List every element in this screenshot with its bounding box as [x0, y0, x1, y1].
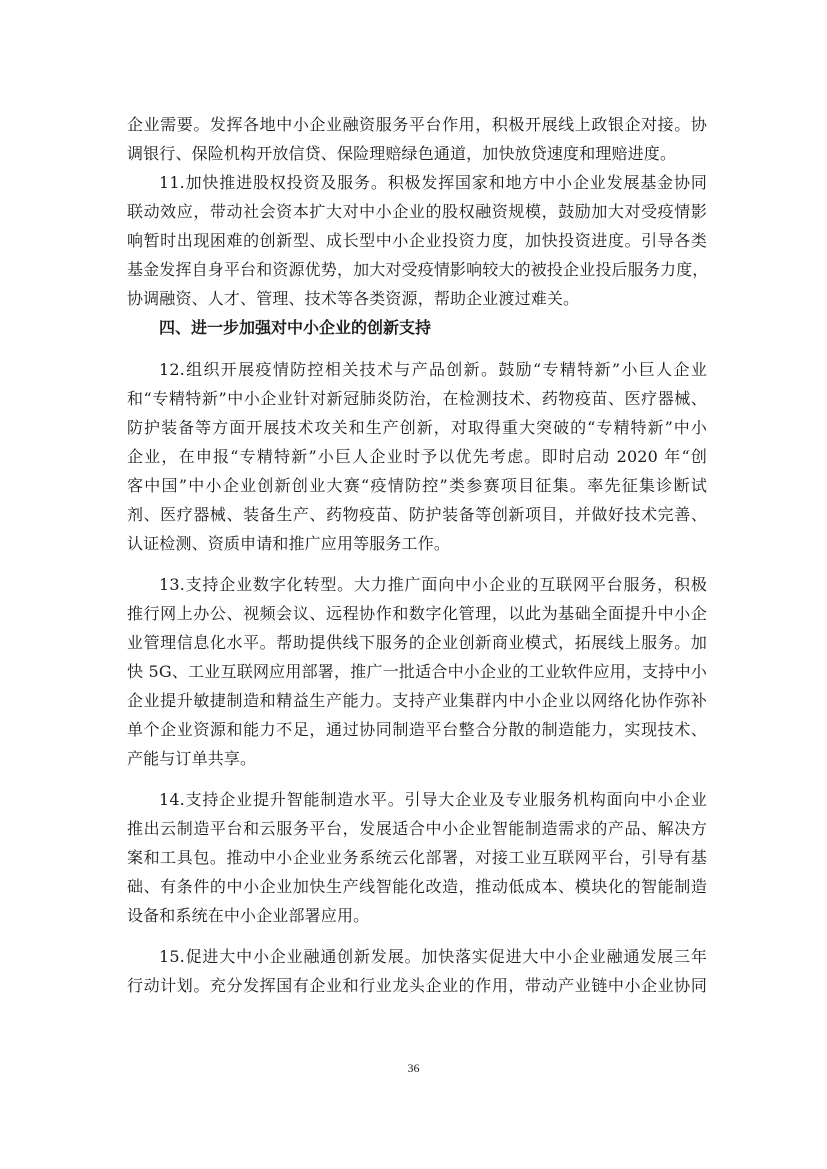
text-line: 快 5G、工业互联网应用部署，推广一批适合中小企业的工业软件应用，支持中小 [127, 662, 707, 681]
text-line: 业管理信息化水平。帮助提供线下服务的企业创新商业模式，拓展线上服务。加 [127, 633, 707, 652]
text-line: 产能与订单共享。 [127, 749, 257, 768]
text-line: 15.促进大中小企业融通创新发展。加快落实促进大中小企业融通发展三年 [159, 947, 707, 966]
text-line: 剂、医疗器械、装备生产、药物疫苗、防护装备等创新项目，并做好技术完善、 [127, 505, 707, 524]
text-line: 14.支持企业提升智能制造水平。引导大企业及专业服务机构面向中小企业 [159, 790, 707, 809]
text-line: 企业，在申报“专精特新”小巨人企业时予以优先考虑。即时启动 2020 年“创 [127, 447, 707, 466]
text-line: 推行网上办公、视频会议、远程协作和数字化管理，以此为基础全面提升中小企 [127, 604, 707, 623]
text-line: 12.组织开展疫情防控相关技术与产品创新。鼓励“专精特新”小巨人企业 [159, 360, 707, 379]
text-line: 企业提升敏捷制造和精益生产能力。支持产业集群内中小企业以网络化协作弥补 [127, 691, 707, 710]
text-line: 11.加快推进股权投资及服务。积极发挥国家和地方中小企业发展基金协同 [159, 173, 707, 192]
text-line: 协调融资、人才、管理、技术等各类资源，帮助企业渡过难关。 [127, 289, 580, 308]
section-heading: 四、进一步加强对中小企业的创新支持 [159, 318, 432, 337]
text-line: 基金发挥自身平台和资源优势，加大对受疫情影响较大的被投企业投后服务力度， [127, 260, 709, 279]
text-line: 单个企业资源和能力不足，通过协同制造平台整合分散的制造能力，实现技术、 [127, 720, 707, 739]
page-number: 36 [407, 1061, 420, 1075]
text-line: 调银行、保险机构开放信贷、保险理赔绿色通道，加快放贷速度和理赔进度。 [127, 144, 677, 163]
text-line: 行动计划。充分发挥国有企业和行业龙头企业的作用，带动产业链中小企业协同 [127, 976, 707, 995]
text-line: 防护装备等方面开展技术攻关和生产创新，对取得重大突破的“专精特新”中小 [127, 418, 707, 437]
text-line: 13.支持企业数字化转型。大力推广面向中小企业的互联网平台服务，积极 [159, 575, 707, 594]
text-line: 和“专精特新”中小企业针对新冠肺炎防治，在检测技术、药物疫苗、医疗器械、 [127, 389, 707, 408]
text-line: 联动效应，带动社会资本扩大对中小企业的股权融资规模，鼓励加大对受疫情影 [127, 202, 707, 221]
text-line: 案和工具包。推动中小企业业务系统云化部署，对接工业互联网平台，引导有基 [127, 848, 707, 867]
text-line: 客中国”中小企业创新创业大赛“疫情防控”类参赛项目征集。率先征集诊断试 [127, 476, 707, 495]
text-line: 认证检测、资质申请和推广应用等服务工作。 [127, 534, 451, 553]
text-line: 响暂时出现困难的创新型、成长型中小企业投资力度，加快投资进度。引导各类 [127, 231, 707, 250]
text-line: 推出云制造平台和云服务平台，发展适合中小企业智能制造需求的产品、解决方 [127, 819, 707, 838]
text-line: 础、有条件的中小企业加快生产线智能化改造，推动低成本、模块化的智能制造 [127, 877, 707, 896]
text-line: 企业需要。发挥各地中小企业融资服务平台作用，积极开展线上政银企对接。协 [127, 115, 707, 134]
text-line: 设备和系统在中小企业部署应用。 [127, 906, 370, 925]
